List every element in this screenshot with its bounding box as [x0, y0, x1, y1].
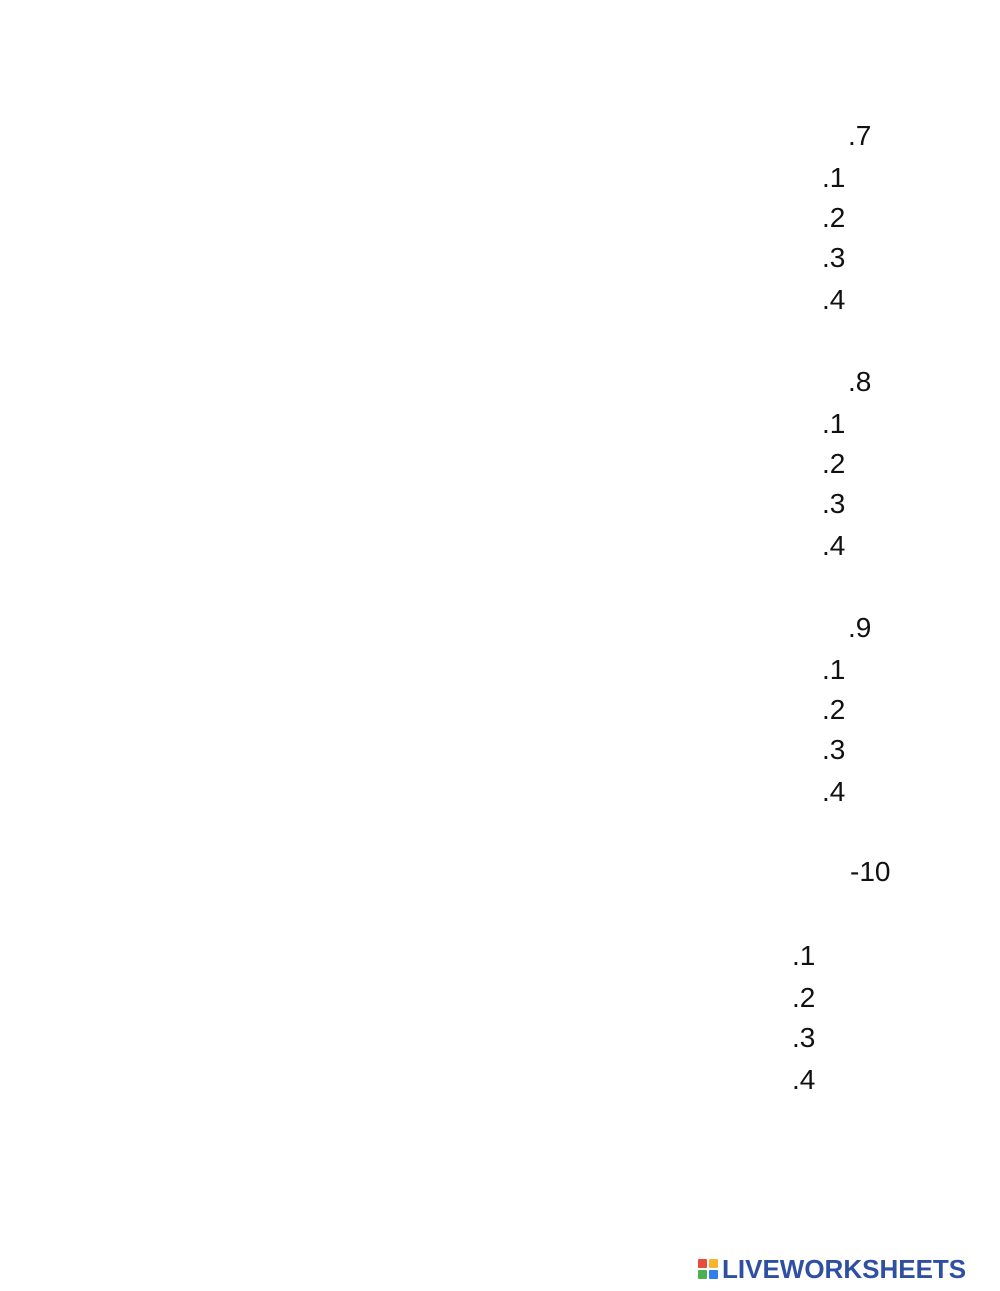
brand-name: LIVEWORKSHEETS: [722, 1253, 967, 1284]
option-number: .4: [822, 776, 846, 807]
option-number: .2: [822, 694, 846, 725]
option-number: .4: [792, 1064, 816, 1095]
option-number: .2: [822, 448, 846, 479]
question-number: -10: [850, 856, 891, 887]
liveworksheets-logo: [698, 1254, 966, 1284]
option-number: .1: [822, 408, 846, 439]
option-number: .1: [822, 162, 846, 193]
question-number: .9: [848, 612, 872, 643]
option-number: .3: [822, 488, 846, 519]
option-number: .2: [822, 202, 846, 233]
question-number: .7: [848, 120, 872, 151]
option-number: .1: [792, 940, 816, 971]
option-number: .4: [822, 530, 846, 561]
option-number: .2: [792, 982, 816, 1013]
option-number: .1: [822, 654, 846, 685]
logo-icon: [698, 1259, 718, 1279]
option-number: .3: [792, 1022, 816, 1053]
option-number: .4: [822, 284, 846, 315]
question-number: .8: [848, 366, 872, 397]
option-number: .3: [822, 242, 846, 273]
option-number: .3: [822, 734, 846, 765]
